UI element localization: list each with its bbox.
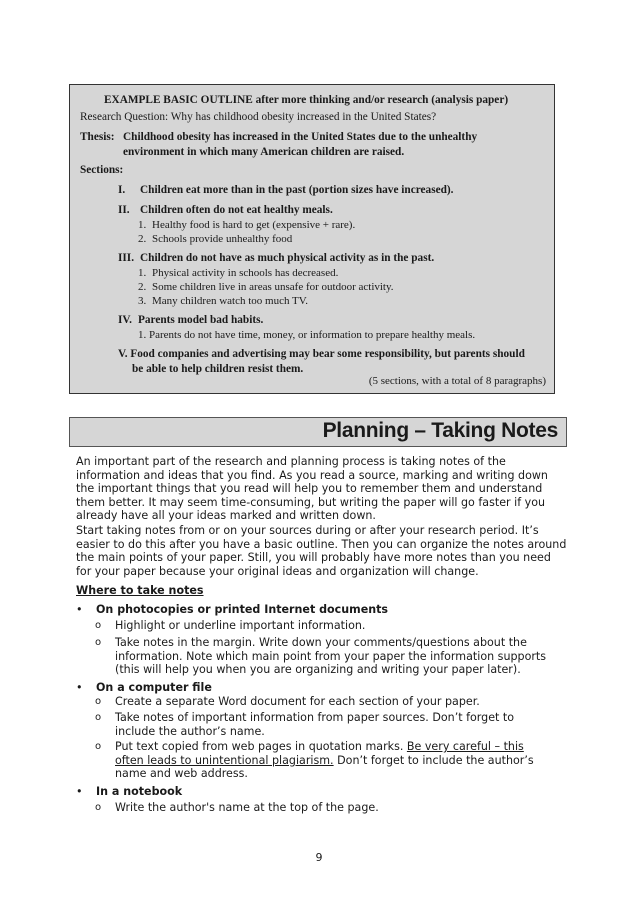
bullet-notebook [76, 785, 182, 798]
sub-text: Physical activity in schools has decreased. [152, 267, 339, 279]
list-item [95, 619, 555, 633]
outline-note: (5 sections, with a total of 8 paragraphs) [368, 375, 546, 387]
example-outline-box [69, 84, 555, 394]
plagiarism-caution: Be very careful – this often leads to unintentional plagiarism. [115, 740, 524, 767]
section-2 [118, 203, 333, 218]
section-4 [118, 313, 263, 328]
sub-text: Many children watch too much TV. [152, 295, 309, 307]
bullet-icon: • [76, 785, 83, 798]
circle-bullet-icon: o [95, 696, 102, 707]
item-text-main: Put text copied from web pages in quotation marks. [115, 740, 404, 753]
bullet-label: On photocopies or printed Internet documents [96, 603, 389, 616]
page-heading: Planning – Taking Notes [322, 419, 558, 442]
section-5 [118, 347, 525, 362]
section-heading-bar [69, 417, 567, 447]
bullet-label: On a computer file [96, 681, 212, 694]
item-text: Write the author's name at the top of the page. [115, 801, 379, 814]
bullet-computer-file [76, 681, 212, 694]
sub-text: Schools provide unhealthy food [152, 233, 293, 245]
circle-bullet-icon: o [95, 620, 102, 631]
section-number: V. [118, 348, 128, 360]
paragraph-2: Start taking notes from or on your sources during or after your research period. It’s easier to do this after you have a basic outline. Then you can organize the notes around the main points of your paper. Still, you will probably have more notes than you need for your paper because your original ideas and organization will change. [76, 524, 567, 578]
circle-bullet-icon: o [95, 741, 102, 752]
sub-number: 1. [138, 219, 147, 231]
section-text: Parents model bad habits. [138, 314, 264, 326]
section-text: Children do not have as much physical activity as in the past. [140, 252, 435, 264]
section-5-line-2: be able to help children resist them. [132, 363, 304, 375]
item-text: Highlight or underline important information. [115, 619, 366, 632]
sub-number: 2. [138, 233, 147, 245]
sub-text: Healthy food is hard to get (expensive + rare). [152, 219, 356, 231]
section-text: Children eat more than in the past (portion sizes have increased). [140, 184, 454, 196]
section-3-sub-3 [138, 294, 308, 309]
section-1 [118, 183, 453, 198]
bullet-icon: • [76, 681, 83, 694]
section-number: I. [118, 184, 126, 196]
sub-text: Some children live in areas unsafe for outdoor activity. [152, 281, 394, 293]
section-2-sub-2 [138, 232, 292, 247]
item-text-tail: Don’t forget to include the author’s name and web address. [115, 753, 534, 780]
item-text [115, 740, 555, 781]
list-item [95, 711, 555, 738]
thesis-label: Thesis: [80, 131, 115, 143]
circle-bullet-icon: o [95, 802, 102, 813]
list-item [95, 636, 555, 677]
section-number: IV. [118, 314, 132, 326]
list-item [95, 801, 555, 815]
sub-number: 1. [138, 267, 147, 279]
section-text: Children often do not eat healthy meals. [140, 204, 333, 216]
sub-number: 2. [138, 281, 147, 293]
bullet-icon: • [76, 603, 83, 616]
list-item [95, 695, 555, 709]
sub-number: 3. [138, 295, 147, 307]
bullet-label: In a notebook [96, 785, 183, 798]
section-3 [118, 251, 434, 266]
research-question: Research Question: Why has childhood obesity increased in the United States? [80, 111, 437, 123]
where-to-take-notes-heading: Where to take notes [76, 584, 204, 597]
list-item [95, 740, 555, 781]
thesis-line-1: Childhood obesity has increased in the United States due to the unhealthy [123, 131, 478, 143]
section-3-sub-2 [138, 280, 394, 295]
item-text: Take notes in the margin. Write down your comments/questions about the information. Note which main point from your paper the information supports (this will help you when you are organizing and writing your paper later). [115, 636, 547, 676]
thesis-line-2: environment in which many American children are raised. [123, 146, 405, 158]
paragraph-1: An important part of the research and planning process is taking notes of the information and ideas that you find. As you read a source, marking and writing down the important things that you read will help you to remember them and understand them better. It may seem time-consuming, but writing the paper will go faster if you already have all your ideas marked and written down. [76, 455, 548, 522]
section-number: III. [118, 252, 135, 264]
sections-label: Sections: [80, 164, 124, 176]
section-4-sub-1: 1. Parents do not have time, money, or information to prepare healthy meals. [138, 329, 476, 341]
item-text: Create a separate Word document for each section of your paper. [115, 695, 480, 708]
circle-bullet-icon: o [95, 637, 102, 648]
outline-title: EXAMPLE BASIC OUTLINE after more thinking and/or research (analysis paper) [104, 94, 509, 106]
section-2-sub-1 [138, 218, 355, 233]
section-text: Food companies and advertising may bear some responsibility, but parents should [130, 348, 525, 360]
section-3-sub-1 [138, 266, 338, 281]
circle-bullet-icon: o [95, 712, 102, 723]
section-number: II. [118, 204, 130, 216]
page-number: 9 [315, 851, 323, 864]
bullet-photocopies [76, 603, 388, 616]
item-text: Take notes of important information from paper sources. Don’t forget to include the author’s name. [115, 711, 515, 738]
